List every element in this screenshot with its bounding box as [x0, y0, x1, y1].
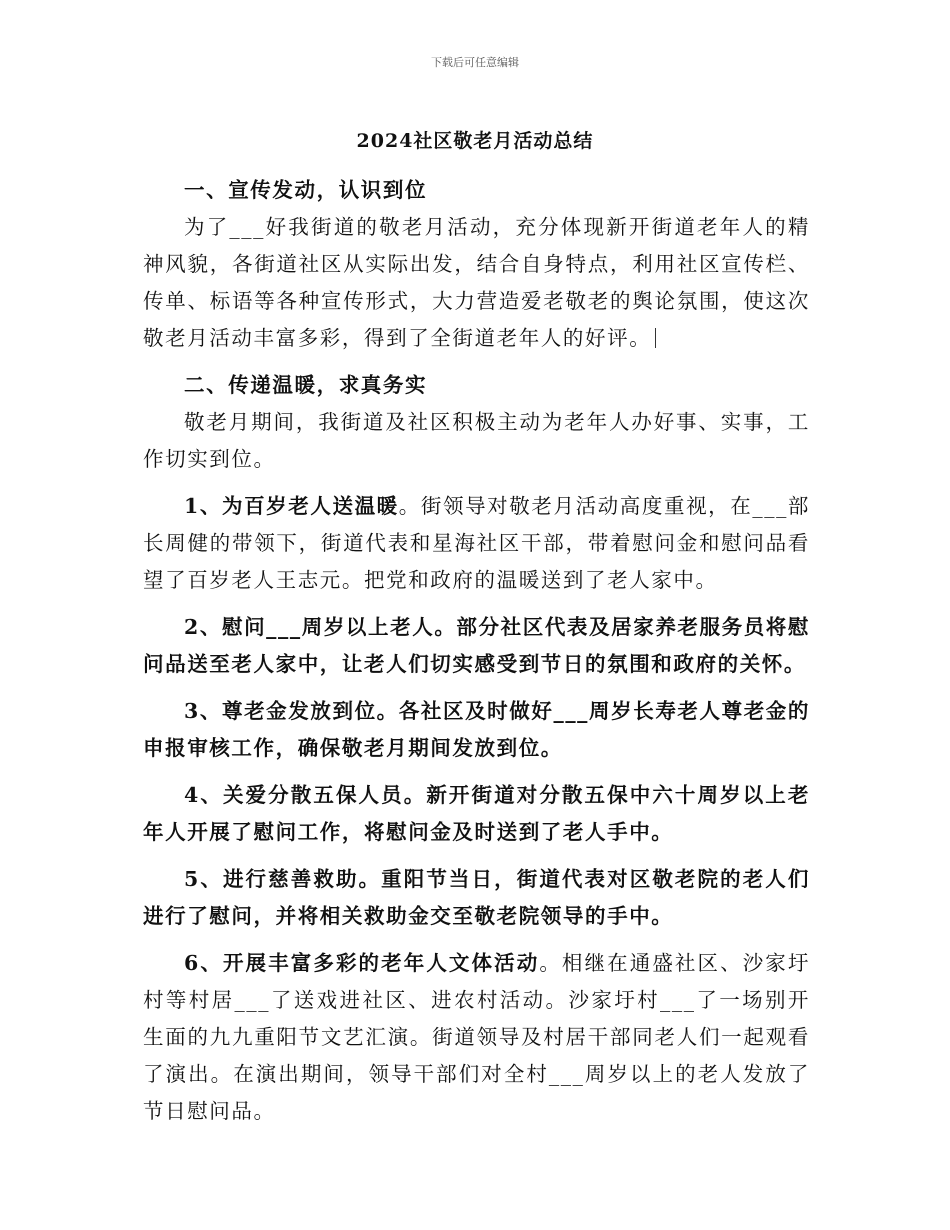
- section-1-text: 为了___好我街道的敬老月活动，充分体现新开街道老年人的精神风貌，各街道社区从实际出发，结合自身特点，利用社区宣传栏、传单、标语等各种宣传形式，大力营造爱老敬老的舆论氛围，使这次敬老月活动丰富多彩，得到了全街道老年人的好评。: [143, 215, 810, 350]
- item-lead: 1、为百岁老人送温暖: [184, 494, 399, 518]
- item-lead: 5、进行慈善救助。重阳节当日，街道代表对区敬老院的老人们进行了慰问，并将相关救助金交至敬老院领导的手中。: [143, 867, 810, 928]
- list-item: [143, 488, 810, 599]
- section-1-paragraph: [143, 209, 810, 357]
- document-title: 2024社区敬老月活动总结: [356, 130, 594, 152]
- list-item: [143, 777, 810, 851]
- section-2-intro: 敬老月期间，我街道及社区积极主动为老年人办好事、实事，工作切实到位。: [143, 410, 810, 471]
- section-1-heading: 一、宣传发动，认识到位: [184, 178, 428, 202]
- section-2-heading: 二、传递温暖，求真务实: [184, 373, 428, 397]
- list-item: [143, 861, 810, 935]
- list-item: [143, 609, 810, 683]
- page-header-note: 下载后可任意编辑: [431, 56, 519, 69]
- item-lead: 6、开展丰富多彩的老年人文体活动: [184, 951, 540, 975]
- item-lead: 2、慰问___周岁以上老人。部分社区代表及居家养老服务员将慰问品送至老人家中，让老人们切实感受到节日的氛围和政府的关怀。: [143, 615, 811, 676]
- list-item: [143, 945, 810, 1130]
- document-body: [143, 172, 810, 1130]
- text-cursor: [655, 328, 656, 348]
- item-lead: 3、尊老金发放到位。各社区及时做好___周岁长寿老人尊老金的申报审核工作，确保敬老月期间发放到位。: [143, 699, 811, 760]
- item-text: 。街领导对敬老月活动高度重视，在___部长周健的带领下，街道代表和星海社区干部，带着慰问金和慰问品看望了百岁老人王志元。把党和政府的温暖送到了老人家中。: [143, 494, 811, 592]
- list-item: [143, 693, 810, 767]
- item-lead: 4、关爱分散五保人员。新开街道对分散五保中六十周岁以上老年人开展了慰问工作，将慰问金及时送到了老人手中。: [143, 783, 810, 844]
- item-text: 。相继在通盛社区、沙家圩村等村居___了送戏进社区、进农村活动。沙家圩村___了一场别开生面的九九重阳节文艺汇演。街道领导及村居干部同老人们一起观看了演出。在演出期间，领导干部们对全村___周岁以上的老人发放了节日慰问品。: [143, 951, 810, 1123]
